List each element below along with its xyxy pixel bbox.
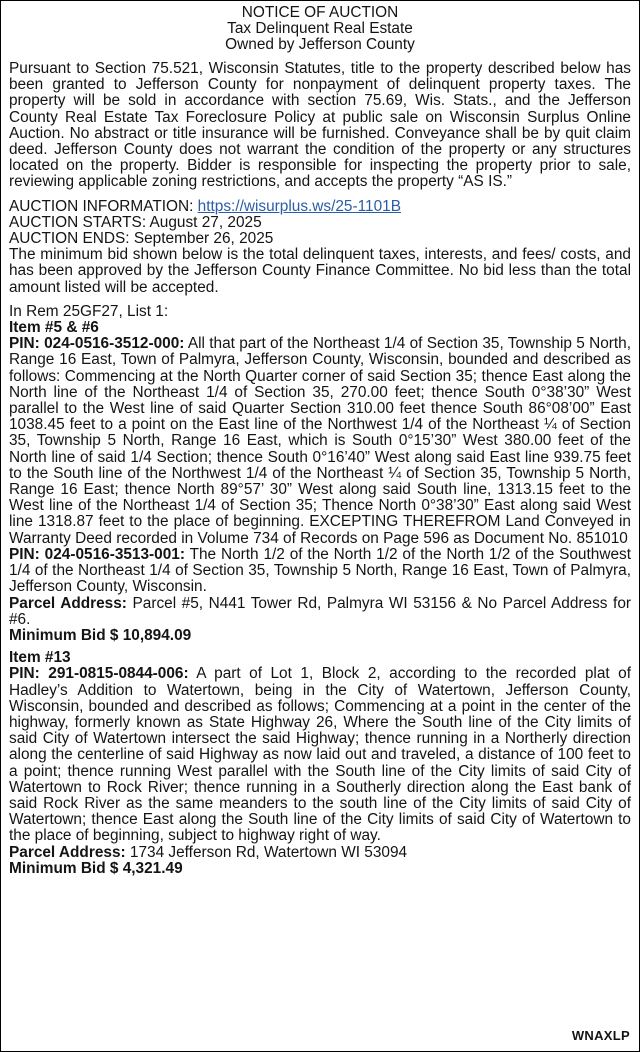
notice-owner: Owned by Jefferson County (225, 36, 415, 53)
parcel-address-label: Parcel Address: (9, 843, 126, 861)
auction-starts: AUCTION STARTS: August 27, 2025 (9, 213, 262, 231)
notice-subtitle: Tax Delinquent Real Estate (227, 20, 413, 37)
parcel-address (9, 845, 631, 861)
legal-description: All that part of the Northeast 1/4 of Section 35, Township 5 North, Range 16 East, Town of Palmyra, Jefferson County, Wisconsin, bounded and described as follows: Commencing at the North Quarter corner of said Section 35; thence East along the North line of the Northeast 1/4 of Section 35, 270.00 feet; thence South 0°38’30” West parallel to the West line of said Quarter Section 310.00 feet thence South 86°08’00” East 1038.45 feet to a point on the East line of the Northwest 1/4 of the Northeast ¼ of Section 35, Township 5 North, Range 16 East, which is South 0°15’30” West 380.00 feet of the North line of said 1/4 Section; thence South 0°16’40” West along said East line 939.75 feet to the South line of the Northwest 1/4 of the Northeast ¼ of Section 35, Township 5 North, Range 16 East; thence North 89°57’ 30” West along said South line, 1313.15 feet to the West line of the Northeast 1/4 of Section 35; Thence North 0°38’30” East along said West line 1318.87 feet to the place of beginning. EXCEPTING THEREFROM Land Conveyed in Warranty Deed recorded in Volume 734 of Records on Page 596 as Document No. 851010 (9, 335, 631, 547)
parcel-description (9, 666, 631, 844)
parcel-address-value: 1734 Jefferson Rd, Watertown WI 53094 (125, 843, 408, 861)
parcel-address-label: Parcel Address: (9, 594, 127, 612)
item-heading: Item #13 (9, 649, 71, 667)
parcel-address-value: Parcel #5, N441 Tower Rd, Palmyra WI 53156 & No Parcel Address for #6. (9, 594, 631, 628)
legal-description: A part of Lot 1, Block 2, according to the recorded plat of Hadley’s Addition to Watertown, being in the City of Watertown, Jefferson County, Wisconsin, bounded and described as follows; Commencing at a point in the center of the highway, formerly known as State Highway 26, Where the South line of the City limits of said City of Watertown intersect the said Highway; thence running in a Northerly direction along the centerline of said Highway as now laid out and traveled, a distance of 100 feet to a point; thence running West parallel with the South line of the City limits of said City of Watertown to Rock River; thence running in a Southerly direction along the East bank of said Rock River as the same meanders to the south line of the City limits of said City of Watertown; thence East along the South line of the City limits of said City of Watertown to the place of beginning, subject to highway right of way. (9, 665, 631, 845)
item-block (9, 650, 631, 877)
publication-code: WNAXLP (571, 1027, 630, 1043)
pin-label: PIN: 291-0815-0844-006: (9, 665, 189, 683)
parcel-address (9, 596, 631, 628)
pin-label: PIN: 024-0516-3513-001: (9, 545, 185, 563)
notice-heading (9, 5, 631, 53)
pin-label: PIN: 024-0516-3512-000: (9, 335, 185, 353)
notice-title: NOTICE OF AUCTION (241, 4, 399, 21)
minimum-bid: Minimum Bid $ 10,894.09 (9, 626, 192, 644)
auction-link[interactable]: https://wisurplus.ws/25-1101B (197, 197, 401, 215)
intro-paragraph: Pursuant to Section 75.521, Wisconsin Statutes, title to the property described below has been granted to Jefferson County for nonpayment of delinquent property taxes. The property will be sold in accordance with section 75.69, Wis. Stats., and the Jefferson County Real Estate Tax Foreclosure Policy at public sale on Wisconsin Surplus Online Auction. No abstract or title insurance will be furnished. Conveyance shall be by quit claim deed. Jefferson County does not warrant the condition of the property or any structures located on the property. Bidder is responsible for inspecting the property prior to sale, reviewing applicable zoning restrictions, and accepts the property “AS IS.” (9, 60, 631, 191)
parcel-description (9, 336, 631, 547)
minimum-bid: Minimum Bid $ 4,321.49 (9, 859, 183, 877)
auction-information-line (9, 199, 631, 215)
list-reference: In Rem 25GF27, List 1: (9, 302, 169, 320)
item-block (9, 320, 631, 644)
parcel-description (9, 547, 631, 596)
item-heading: Item #5 & #6 (9, 319, 99, 337)
auction-information-label: AUCTION INFORMATION: (9, 197, 198, 215)
minimum-bid-note: The minimum bid shown below is the total delinquent taxes, interests, and fees/ costs, and has been approved by the Jefferson County Finance Committee. No bid less than the total amount listed will be accepted. (9, 246, 631, 296)
auction-ends: AUCTION ENDS: September 26, 2025 (9, 230, 274, 248)
auction-info-block (9, 199, 631, 296)
legal-description: The North 1/2 of the North 1/2 of the North 1/2 of the Southwest 1/4 of the Northeast 1/4 of Section 35, Township 5 North, Range 16 East, Town of Palmyra, Jefferson County, Wisconsin. (9, 545, 631, 596)
